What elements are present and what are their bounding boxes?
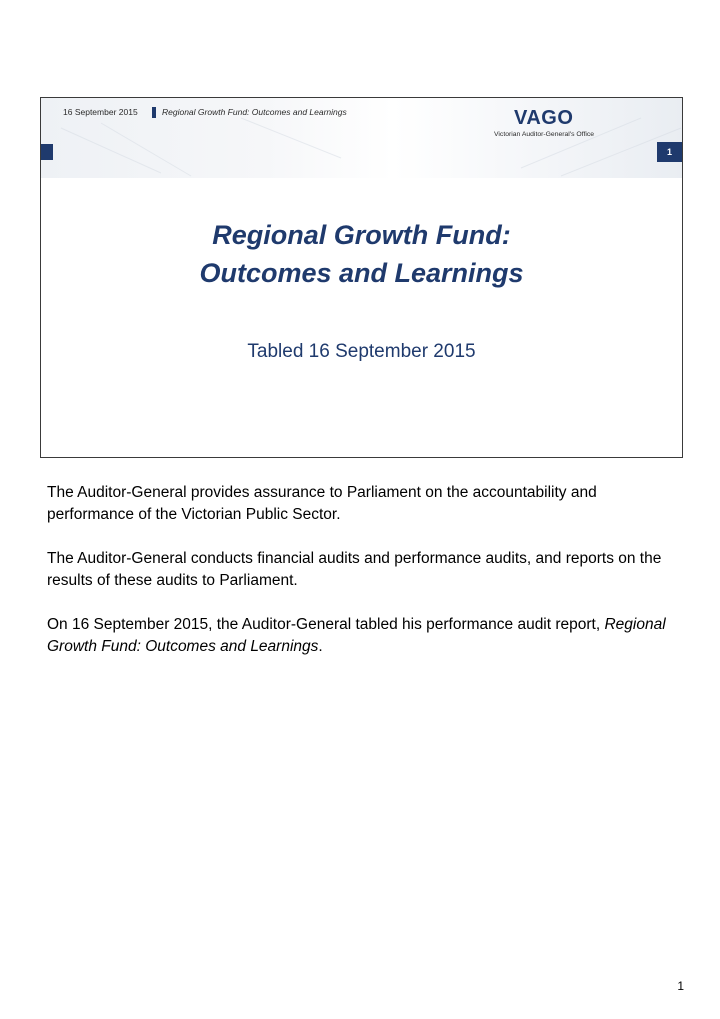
report-title-italic: Regional Growth Fund: Outcomes and Learnings <box>47 616 666 655</box>
speaker-notes <box>47 482 687 680</box>
notes-paragraph-1: The Auditor-General provides assurance to Parliament on the accountability and performance of the Victorian Public Sector. <box>47 484 597 523</box>
slide-header <box>41 98 682 178</box>
header-accent-bar <box>41 144 53 160</box>
notes-p3-prefix: On 16 September 2015, the Auditor-General tabled his performance audit report, <box>47 616 605 633</box>
notes-paragraph-2: The Auditor-General conducts financial audits and performance audits, and reports on the results of these audits to Parliament. <box>47 550 662 589</box>
header-date: 16 September 2015 <box>63 107 138 117</box>
header-separator <box>152 107 156 118</box>
slide-thumbnail <box>40 97 683 458</box>
slide-title-line-1: Regional Growth Fund: <box>212 220 511 250</box>
vago-subtitle: Victorian Auditor-General's Office <box>494 131 595 138</box>
slide-title-line-2: Outcomes and Learnings <box>199 258 524 288</box>
notes-paragraph-3 <box>47 614 687 658</box>
header-title: Regional Growth Fund: Outcomes and Learnings <box>162 107 347 117</box>
slide-title <box>41 216 682 292</box>
tabled-date: Tabled 16 September 2015 <box>247 341 476 362</box>
page-number: 1 <box>677 979 684 993</box>
notes-p3-suffix: . <box>318 638 323 655</box>
slide-number-badge: 1 <box>657 142 682 162</box>
vago-logo: VAGO <box>514 107 574 129</box>
